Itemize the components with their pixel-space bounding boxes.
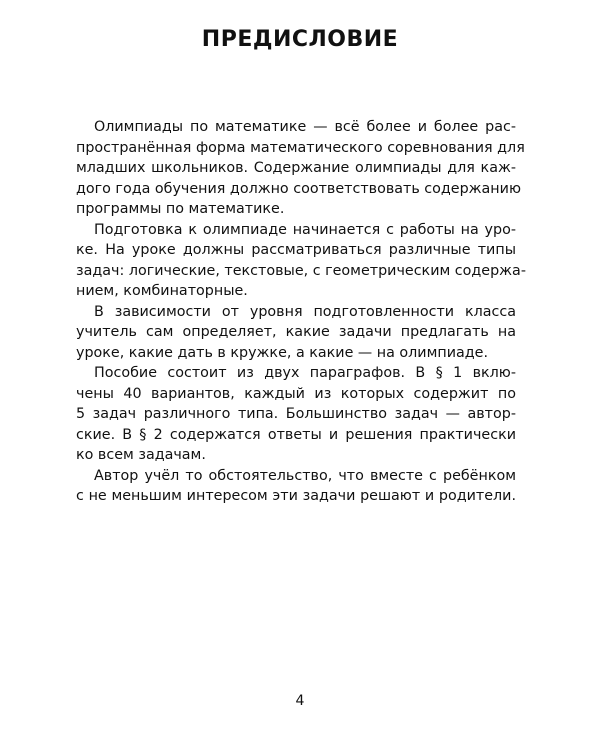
paragraph-3 [76,302,516,364]
text-line: пространённая форма математического соревнования для [76,139,525,156]
paragraph-2 [76,220,526,302]
text-line: учитель сам определяет, какие задачи предлагать на [76,324,516,340]
text-line: задач: логические, текстовые, с геометрическим содержа- [76,262,526,279]
text-line: 5 задач различного типа. Большинство задач — автор- [76,406,516,422]
preface-text [76,117,526,507]
text-line: чены 40 вариантов, каждый из которых содержит по [76,385,516,402]
text-line: уроке, какие дать в кружке, а какие — на олимпиаде. [76,344,489,361]
text-line: младших школьников. Содержание олимпиады для каж- [76,160,516,176]
text-line: дого года обучения должно соответствовать содержанию [76,180,521,197]
text-line: программы по математике. [76,201,285,217]
page-title: ПРЕДИСЛОВИЕ [201,27,399,52]
text-line: ские. В § 2 содержатся ответы и решения практически [76,426,516,443]
text-line: Автор учёл то обстоятельство, что вместе с ребёнком [94,467,516,484]
text-line: Пособие состоит из двух параграфов. В § 1 вклю- [94,365,516,381]
page-number: 4 [295,693,305,709]
text-line: ко всем задачам. [76,447,206,463]
text-line: с не меньшим интересом эти задачи решают и родители. [76,488,516,504]
paragraph-4 [76,363,516,466]
text-line: В зависимости от уровня подготовленности класса [94,303,516,320]
text-line: нием, комбинаторные. [76,283,248,299]
paragraph-5 [76,466,516,507]
text-line: Олимпиады по математике — всё более и более рас- [94,119,516,135]
text-line: Подготовка к олимпиаде начинается с работы на уро- [94,221,516,238]
paragraph-1 [76,117,525,220]
text-line: ке. На уроке должны рассматриваться различные типы [76,242,516,258]
